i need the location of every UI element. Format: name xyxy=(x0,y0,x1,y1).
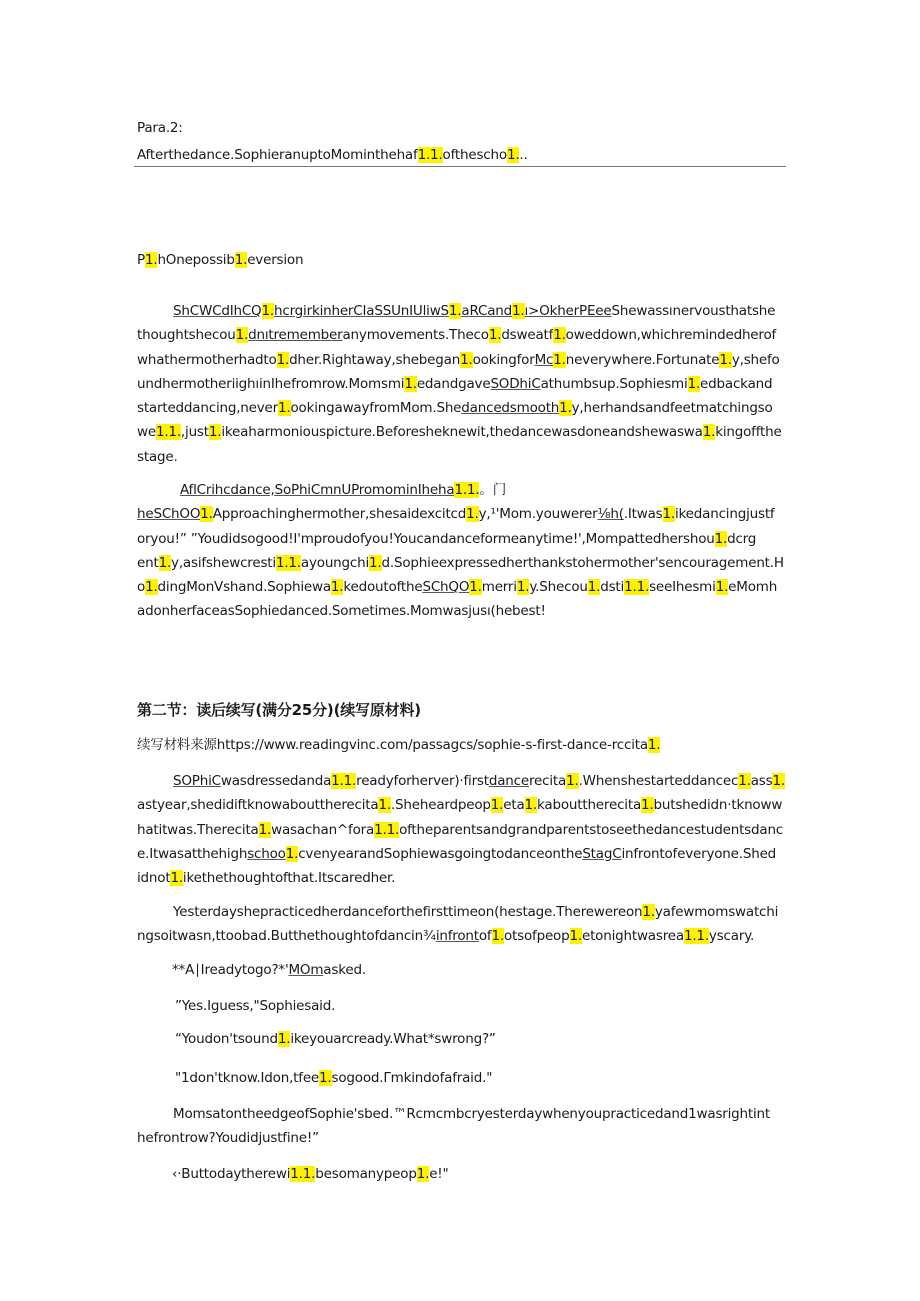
text-run: asked. xyxy=(323,962,366,978)
text-line xyxy=(137,842,785,866)
text-run: SOPhiC xyxy=(173,773,221,789)
dialog-line-3-text xyxy=(175,1027,496,1051)
text-run: e.Itwasatthehigh xyxy=(137,845,248,862)
text-run: ta xyxy=(627,797,642,814)
text-run: ikethethoughtofthat.Itscaredher. xyxy=(182,870,396,887)
dialog-line-6-text xyxy=(172,1162,449,1186)
text-line xyxy=(137,527,784,551)
para2-prompt xyxy=(137,143,528,167)
highlight-mark: 1. xyxy=(145,579,158,596)
possible-version-title xyxy=(137,248,303,272)
text-run: oweddown,whichremindedherof xyxy=(565,327,777,344)
text-line xyxy=(137,900,778,924)
text-run: hcrgirkinherCIaSSUnIUliwS xyxy=(273,303,449,319)
text-run: athumbsup.Sophiesmi xyxy=(540,375,688,392)
dialog-line-3 xyxy=(175,1027,496,1051)
material-paragraph-2 xyxy=(137,900,778,949)
text-run: recita xyxy=(529,773,567,789)
text-run: y,¹'Mom.youwerer xyxy=(478,506,598,523)
text-run: oftheparentsandgrandparentstoseethedancestudentsdanc xyxy=(399,821,784,838)
text-line xyxy=(137,478,784,502)
highlight-mark: 1. xyxy=(319,1070,332,1086)
text-run: Shewassınervousthatshe xyxy=(611,303,776,319)
highlight-mark: 1. xyxy=(491,928,504,945)
text-run: hefrontrow?Youdidjustfine!” xyxy=(137,1130,319,1147)
text-run: eMomh xyxy=(728,579,778,596)
text-run: ofthescho xyxy=(442,147,507,163)
highlight-mark: 1.1. xyxy=(624,579,650,596)
highlight-mark: 1. xyxy=(488,327,502,344)
highlight-mark: 1. xyxy=(641,797,654,814)
text-run: dsweatf xyxy=(501,327,554,344)
dialog-line-2 xyxy=(175,994,335,1018)
text-run: heSChOO xyxy=(137,506,201,523)
highlight-mark: 1. xyxy=(642,904,655,920)
text-run: etonightwasrea xyxy=(581,928,684,945)
highlight-mark: 1. xyxy=(378,797,391,814)
text-run: ookingfor xyxy=(472,351,535,368)
answer-line-divider xyxy=(134,166,786,167)
text-run: .Sheheardpeop xyxy=(390,797,491,814)
text-line xyxy=(137,924,778,948)
text-run: infront xyxy=(435,928,479,945)
highlight-mark: 1. xyxy=(448,303,462,319)
text-run: edandgave xyxy=(416,375,491,392)
text-run: y,herhandsandfeetmatchingso xyxy=(571,400,773,417)
text-line xyxy=(137,575,784,599)
text-run: SChQO xyxy=(422,579,470,596)
text-run: otsofpeop xyxy=(503,928,570,945)
text-run: ikeaharmoniouspicture.Beforesheknewit,thedancewasdoneandshewaswa xyxy=(221,424,703,441)
text-run: kingoffthe xyxy=(715,424,782,441)
text-run: y.Shecou xyxy=(529,579,588,596)
text-run: edbackand xyxy=(700,375,773,392)
highlight-mark: 1.1. xyxy=(374,821,400,838)
highlight-mark: 1. xyxy=(285,845,299,862)
highlight-mark: 1. xyxy=(662,506,675,523)
text-run: ‹·Buttodaytherewi xyxy=(172,1166,291,1182)
text-run: whathermotherhadto xyxy=(137,351,277,368)
highlight-mark: 1.1. xyxy=(331,773,357,789)
highlight-mark: 1. xyxy=(524,797,538,814)
highlight-mark: 1. xyxy=(330,579,344,596)
highlight-mark: 1. xyxy=(469,579,482,596)
highlight-mark: 1. xyxy=(569,928,582,945)
text-run: StagC xyxy=(582,845,622,862)
text-run: sogood.Γmkindofafraid." xyxy=(331,1070,493,1086)
text-run: ikeyouarcready.What*swrong?” xyxy=(290,1031,496,1047)
dialog-line-1-text xyxy=(172,958,366,982)
dialog-line-6 xyxy=(172,1162,449,1186)
highlight-mark: 1. xyxy=(277,1031,291,1047)
highlight-mark: 1. xyxy=(647,737,661,753)
text-run: dancedsmooth xyxy=(461,400,560,417)
highlight-mark: 1. xyxy=(553,327,566,344)
dialog-line-5a-text xyxy=(137,1102,770,1126)
text-run: seeIhesmi xyxy=(649,579,716,596)
source-line-text xyxy=(137,733,660,757)
dialog-paragraph-5 xyxy=(137,1102,770,1151)
text-run: yafewmomswatchi xyxy=(654,904,779,920)
dialog-line-4-text xyxy=(175,1066,492,1090)
text-run: ookingawayfromMom.She xyxy=(290,400,462,417)
text-run: besomanypeop xyxy=(315,1166,417,1182)
highlight-mark: 1. xyxy=(416,1166,430,1182)
text-run: we xyxy=(137,424,156,441)
text-run: hatitwas.Therecita xyxy=(137,821,259,838)
text-line xyxy=(137,551,784,575)
text-run: dher.Rightaway,shebegan xyxy=(289,351,461,368)
text-run: .Itwas xyxy=(623,506,663,523)
text-run: astyear,shedidiftknowaboutthereci xyxy=(137,797,366,814)
text-run: .. xyxy=(519,147,528,163)
highlight-mark: 1. xyxy=(702,424,716,441)
highlight-mark: 1. xyxy=(714,530,728,547)
text-run: y,asifshewcresti xyxy=(171,554,276,571)
highlight-mark: 1.1. xyxy=(290,1166,316,1182)
text-run: y,shefo xyxy=(731,351,780,368)
highlight-mark: 1. xyxy=(208,424,222,441)
text-line xyxy=(137,323,782,347)
text-run: .Whenshestarteddancec xyxy=(578,773,739,789)
text-run: yscary. xyxy=(708,928,755,945)
text-run: "1don'tknow.Idon,tfee xyxy=(175,1070,320,1086)
highlight-mark: 1. xyxy=(460,351,473,368)
text-run: wasachan^fora xyxy=(271,821,375,838)
text-run: MomsatontheedgeofSophie'sbed.™Rcmcmbcryesterdaywhenyoupracticedand1wasrightint xyxy=(173,1106,770,1122)
highlight-mark: 1.1. xyxy=(683,928,709,945)
text-run: dance xyxy=(488,773,529,789)
highlight-mark: 1. xyxy=(276,351,290,368)
text-run: undhermotheriighıinIhefromrow.Momsmi xyxy=(137,375,405,392)
text-run: dnıtremember xyxy=(248,327,343,344)
highlight-mark: 1. xyxy=(719,351,732,368)
highlight-mark: 1. xyxy=(738,773,751,789)
text-run: ent xyxy=(137,554,159,571)
highlight-mark: 1. xyxy=(144,252,158,268)
text-run: d.Sophieexpressedherthankstohermother'sencouragement.H xyxy=(381,554,784,571)
highlight-mark: 1. xyxy=(369,554,382,571)
text-run: P xyxy=(137,252,145,268)
highlight-mark: 1. xyxy=(772,773,785,789)
text-run: readyforherver)·first xyxy=(356,773,489,789)
highlight-mark: 1.1. xyxy=(417,147,443,163)
text-run: starteddancing,never xyxy=(137,400,279,417)
text-run: Yesterdayshepracticedherdanceforthefirsttimeon(hestage.Therewereon xyxy=(173,904,643,920)
text-line xyxy=(137,420,782,444)
highlight-mark: 1.1. xyxy=(454,482,480,498)
text-run: oryou!” ”Youdidsogood!I'mproudofyou!Youcandanceformeanytime!',Mompattedhershou xyxy=(137,530,715,547)
dialog-line-4 xyxy=(175,1066,492,1090)
text-run: merri xyxy=(481,579,517,596)
text-run: Approachinghermother,shesaidexcitcd xyxy=(212,506,467,523)
text-run: ,just xyxy=(180,424,209,441)
text-run: schoo xyxy=(247,845,286,862)
text-run: dingMonVshand.Sophiewa xyxy=(157,579,331,596)
text-run: eversion xyxy=(247,252,304,268)
text-run: ”Yes.Iguess,"Sophiesaid. xyxy=(175,998,336,1014)
text-run: Afterthedance.SophieranuptoMominthehaf xyxy=(137,147,418,163)
text-run: ShCWCdIhCQ xyxy=(173,303,262,319)
text-run: AflCrihcdance,SoPhiCmnUPromominIheha xyxy=(180,482,455,498)
text-run: thoughtshecou xyxy=(137,327,236,344)
text-line xyxy=(137,396,782,420)
highlight-mark: 1. xyxy=(566,773,579,789)
highlight-mark: 1.1. xyxy=(275,554,301,571)
text-run: anymovements.Theco xyxy=(342,327,489,344)
highlight-mark: 1. xyxy=(516,579,530,596)
text-line xyxy=(137,502,784,526)
story-paragraph-2 xyxy=(137,478,784,624)
text-run: idnot xyxy=(137,870,171,887)
text-run: wasdressedanda xyxy=(220,773,332,789)
text-run: ayoungchi xyxy=(300,554,370,571)
text-run: ı>OkherPEee xyxy=(524,303,612,319)
highlight-mark: 1. xyxy=(200,506,213,523)
highlight-mark: 1. xyxy=(278,400,291,417)
text-run: o xyxy=(137,579,146,596)
highlight-mark: 1. xyxy=(687,375,701,392)
text-run: aRCand xyxy=(461,303,513,319)
text-run: ass xyxy=(750,773,773,789)
text-line xyxy=(137,793,785,817)
text-run: butshedidn·tknoww xyxy=(653,797,783,814)
para2-label: Para.2: xyxy=(137,120,183,136)
text-run: hOnepossib xyxy=(157,252,235,268)
para2-prompt-line xyxy=(137,143,528,167)
text-run: dcrg xyxy=(727,530,757,547)
highlight-mark: 1. xyxy=(466,506,479,523)
text-line xyxy=(137,818,785,842)
dialog-line-1 xyxy=(172,958,366,982)
text-run: infrontofeveryone.Shed xyxy=(621,845,777,862)
material-paragraph-1 xyxy=(137,769,785,890)
section-heading: 第二节：读后续写(满分25分)(续写原材料) xyxy=(137,701,421,719)
highlight-mark: 1. xyxy=(170,870,183,887)
text-run: kaboutthereci xyxy=(537,797,628,814)
highlight-mark: 1. xyxy=(553,351,566,368)
text-run: 续写材料来源https://www.readingvinc.com/passagcs/sophie-s-first-dance-rccita xyxy=(137,737,648,753)
text-run: stage. xyxy=(137,448,178,465)
text-run: eta xyxy=(503,797,525,814)
possible-version-title-text xyxy=(137,248,303,272)
text-run: ngsoitwasn,ttoobad.Butthethoughtofdancin¾ xyxy=(137,928,436,945)
text-run: neverywhere.Fortunate xyxy=(565,351,720,368)
text-line xyxy=(137,599,784,623)
text-line xyxy=(137,299,782,323)
text-run: Mc xyxy=(534,351,554,368)
text-run: “Youdon'tsound xyxy=(175,1031,278,1047)
dialog-line-2-text xyxy=(175,994,335,1018)
text-run: ta xyxy=(365,797,379,814)
highlight-mark: 1. xyxy=(715,579,729,596)
text-run: kedoutofthe xyxy=(343,579,423,596)
text-run: ikedancingjustf xyxy=(674,506,775,523)
story-paragraph-1 xyxy=(137,299,782,469)
text-run: SODhiC xyxy=(490,375,541,392)
highlight-mark: 1. xyxy=(506,147,520,163)
highlight-mark: 1. xyxy=(158,554,172,571)
text-line xyxy=(137,348,782,372)
text-run: cvenyearandSophiewasgoingtodanceonthe xyxy=(298,845,583,862)
text-run: 。门 xyxy=(479,482,507,498)
text-line xyxy=(137,866,785,890)
source-line xyxy=(137,733,660,757)
dialog-line-5b-text xyxy=(137,1126,770,1150)
highlight-mark: 1. xyxy=(559,400,572,417)
highlight-mark: 1. xyxy=(587,579,601,596)
highlight-mark: 1. xyxy=(490,797,504,814)
text-line xyxy=(137,372,782,396)
text-run: of xyxy=(478,928,492,945)
text-run: **A∣Ireadytogo?*' xyxy=(172,962,289,978)
text-run: dsti xyxy=(600,579,625,596)
highlight-mark: 1. xyxy=(258,821,272,838)
text-run: MOm xyxy=(288,962,324,978)
highlight-mark: 1.1. xyxy=(155,424,181,441)
text-line xyxy=(137,445,782,469)
text-line xyxy=(137,769,785,793)
highlight-mark: 1. xyxy=(234,252,248,268)
text-run: adonherfaceasSophiedanced.Sometimes.Momwasjusı(hebest! xyxy=(137,603,546,620)
highlight-mark: 1. xyxy=(404,375,417,392)
text-run: ⅛h( xyxy=(597,506,624,523)
text-run: e!" xyxy=(429,1166,449,1182)
highlight-mark: 1. xyxy=(261,303,274,319)
highlight-mark: 1. xyxy=(512,303,525,319)
highlight-mark: 1. xyxy=(235,327,249,344)
